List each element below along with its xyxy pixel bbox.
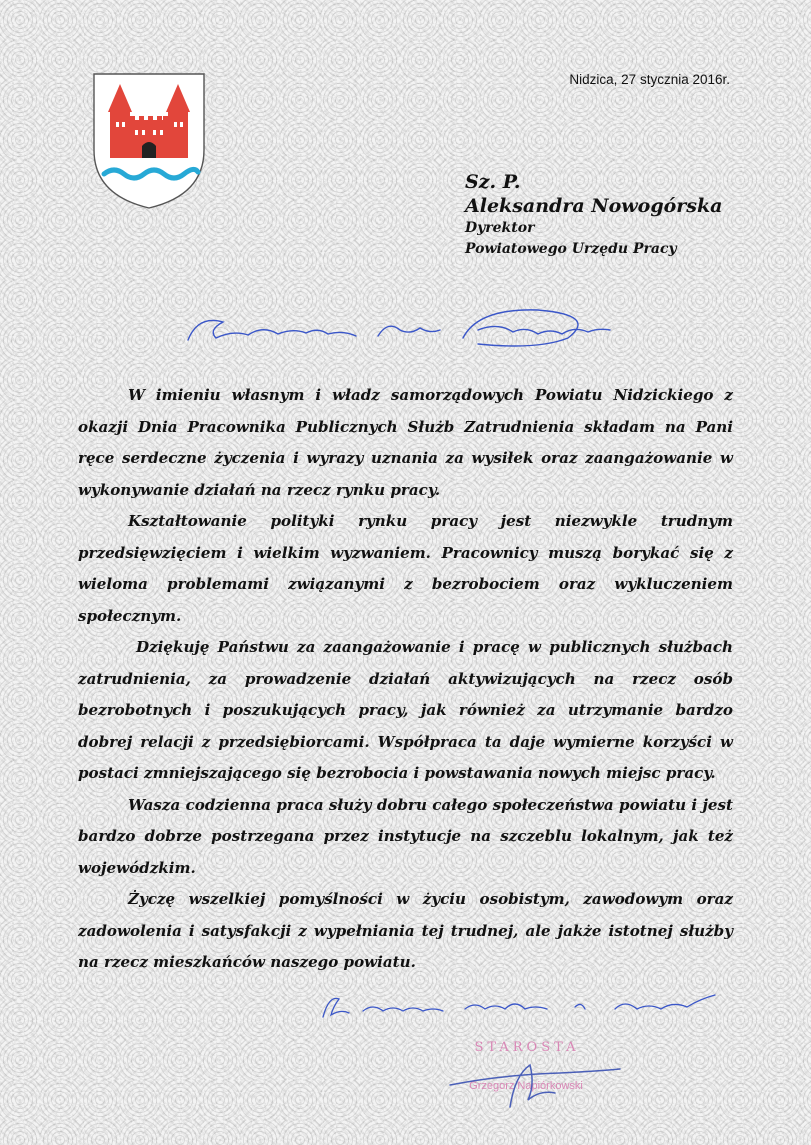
body-paragraph: W imieniu własnym i władz samorządowych Powiatu Nidzickiego z okazji Dnia Pracownika Publicznych Służb Zatrudnienia składam na Pani ręce serdeczne życzenia i wyrazy uznania za wysiłek oraz zaangażowanie w wykonywanie działań na rzecz rynku pracy. bbox=[78, 386, 733, 499]
body-paragraph: Życzę wszelkiej pomyślności w życiu osobistym, zawodowym oraz zadowolenia i satysfakcji z wypełniania tej trudnej, ale jakże istotnej służby na rzecz mieszkańców naszego powiatu. bbox=[78, 890, 733, 971]
body-paragraph: Dziękuję Państwu za zaangażowanie i pracę w publicznych służbach zatrudnienia, za prowadzenie działań aktywizujących na rzecz osób bezrobotnych i poszukujących pracy, jak również za utrzymanie bardzo dobrej relacji z przedsiębiorcami. Współpraca ta daje wymierne korzyści w postaci zmniejszającego się bezrobocia i powstawania nowych miejsc pracy. bbox=[78, 638, 733, 782]
body-paragraph: Wasza codzienna praca służy dobru całego społeczeństwa powiatu i jest bardzo dobrze postrzegana przez instytucje na szczeblu lokalnym, jak też wojewódzkim. bbox=[78, 795, 733, 877]
body-paragraph: Kształtowanie polityki rynku pracy jest niezwykle trudnym przedsięwzięciem i wielkim wyzwaniem. Pracownicy muszą borykać się z wieloma problemami związanymi z bezrobociem oraz wykluczeniem społecznym. bbox=[78, 512, 733, 625]
recipient-name: Aleksandra Nowogórska bbox=[465, 195, 723, 217]
recipient-salutation: Sz. P. bbox=[465, 171, 521, 193]
recipient-block bbox=[465, 170, 765, 260]
handwritten-greeting bbox=[178, 300, 618, 360]
signature bbox=[440, 1055, 630, 1115]
recipient-title: Dyrektor bbox=[465, 220, 535, 236]
stamp-signer-name: Grzegorz Napiórkowski bbox=[469, 1080, 583, 1092]
place-date: Nidzica, 27 stycznia 2016r. bbox=[569, 72, 730, 87]
stamp-office: STAROSTA bbox=[474, 1040, 580, 1055]
recipient-office: Powiatowego Urzędu Pracy bbox=[465, 241, 677, 257]
handwritten-closing bbox=[315, 985, 730, 1025]
letter-body bbox=[78, 380, 733, 979]
coat-of-arms-icon bbox=[90, 70, 208, 210]
